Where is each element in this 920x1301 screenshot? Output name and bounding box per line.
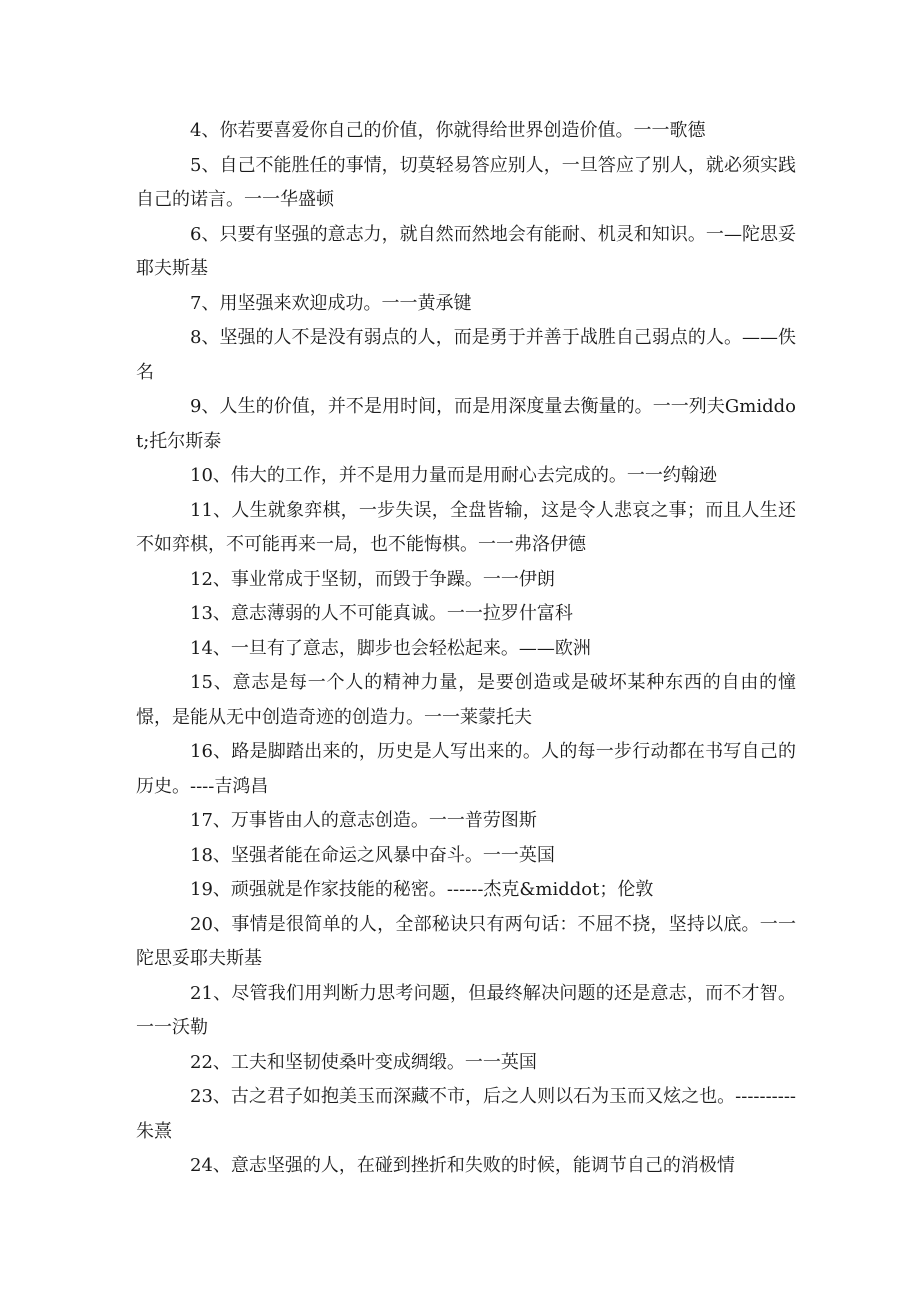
- quote-9: 9、人生的价值，并不是用时间，而是用深度量去衡量的。一一列夫Gmiddot;托尔斯泰: [136, 396, 796, 452]
- quote-21: 21、尽管我们用判断力思考问题，但最终解决问题的还是意志，而不才智。一一沃勒: [136, 982, 796, 1038]
- quote-12: 12、事业常成于坚韧，而毁于争躁。一一伊朗: [190, 568, 555, 590]
- quote-5: 5、自己不能胜任的事情，切莫轻易答应别人，一旦答应了别人，就必须实践自己的诺言。一一华盛顿: [136, 154, 796, 210]
- quote-4: 4、你若要喜爱你自己的价值，你就得给世界创造价值。一一歌德: [190, 120, 706, 141]
- quote-10: 10、伟大的工作，并不是用力量而是用耐心去完成的。一一约翰逊: [190, 465, 717, 486]
- quote-15: 15、意志是每一个人的精神力量，是要创造或是破坏某种东西的自由的憧憬，是能从无中创造奇迹的创造力。一一莱蒙托夫: [136, 672, 796, 728]
- quote-8: 8、坚强的人不是没有弱点的人，而是勇于并善于战胜自己弱点的人。——佚名: [136, 327, 796, 383]
- quote-16: 16、路是脚踏出来的，历史是人写出来的。人的每一步行动都在书写自己的历史。----吉鸿昌: [136, 741, 796, 797]
- quote-17: 17、万事皆由人的意志创造。一一普劳图斯: [190, 810, 537, 831]
- quote-18: 18、坚强者能在命运之风暴中奋斗。一一英国: [190, 844, 555, 866]
- quote-11: 11、人生就象弈棋，一步失误，全盘皆输，这是令人悲哀之事；而且人生还不如弈棋，不可能再来一局，也不能悔棋。一一弗洛伊德: [136, 499, 796, 555]
- quote-22: 22、工夫和坚韧使桑叶变成绸缎。一一英国: [190, 1051, 537, 1073]
- quote-13: 13、意志薄弱的人不可能真诚。一一拉罗什富科: [190, 603, 573, 624]
- quote-20: 20、事情是很简单的人，全部秘诀只有两句话：不屈不挠，坚持以底。一一陀思妥耶夫斯基: [136, 913, 796, 969]
- document-page: [136, 114, 796, 1184]
- quote-19: 19、顽强就是作家技能的秘密。------杰克&middot；伦敦: [190, 879, 654, 900]
- quote-24: 24、意志坚强的人，在碰到挫折和失败的时候，能调节自己的消极情: [190, 1155, 735, 1176]
- quote-6: 6、只要有坚强的意志力，就自然而然地会有能耐、机灵和知识。一—陀思妥耶夫斯基: [136, 223, 796, 279]
- quote-7: 7、用坚强来欢迎成功。一一黄承键: [190, 292, 472, 314]
- quote-14: 14、一旦有了意志，脚步也会轻松起来。——欧洲: [190, 637, 591, 659]
- quote-23: 23、古之君子如抱美玉而深藏不市，后之人则以石为玉而又炫之也。----------朱熹: [136, 1086, 796, 1142]
